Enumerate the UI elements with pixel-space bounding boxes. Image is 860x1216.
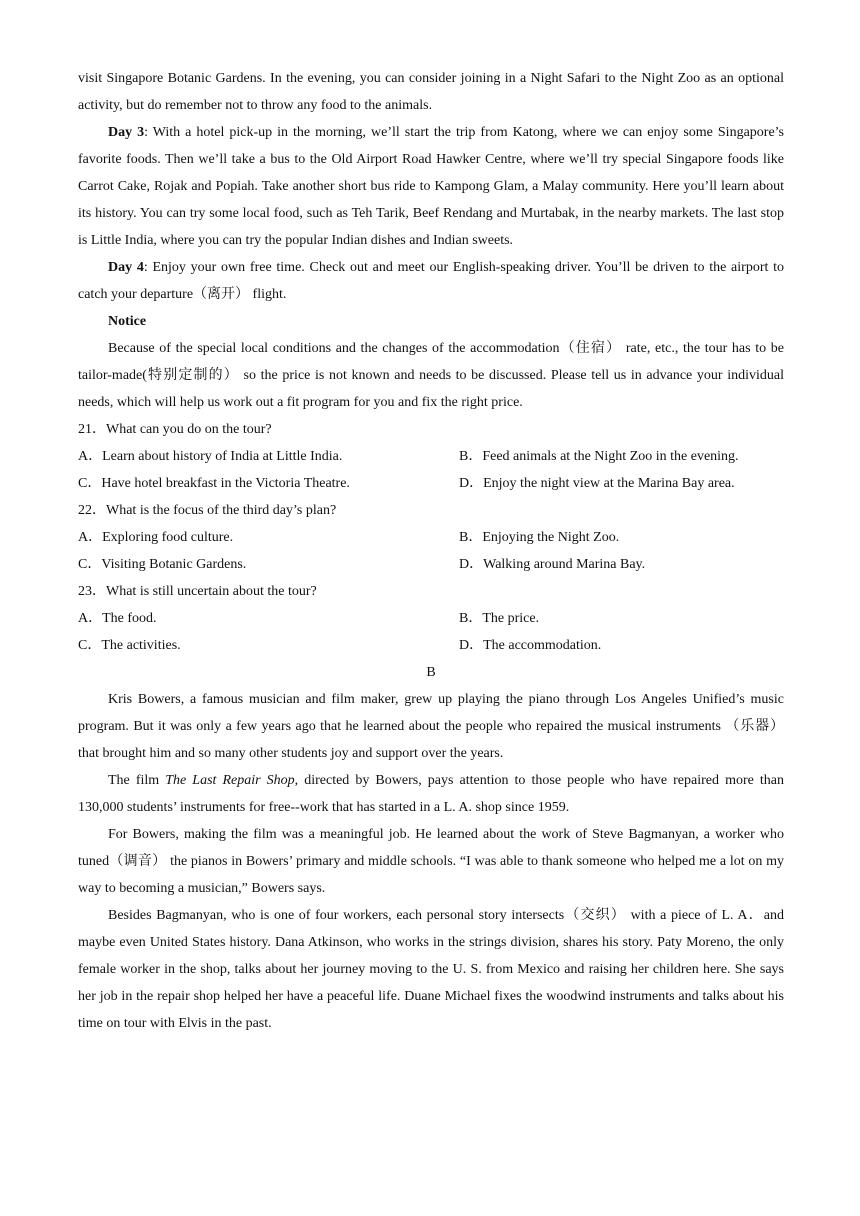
option-b: B．The price.: [459, 611, 540, 626]
option-d: D．The accommodation.: [459, 638, 602, 653]
passage-b-paragraph-1: Kris Bowers, a famous musician and film maker, grew up playing the piano through Los Angeles Unified’s music program. But it was only a few years ago that he learned about the people who repaired the musical instruments （乐器） that brought him and so many other students joy and support over the years.: [78, 692, 784, 761]
passage-b-paragraph-3: For Bowers, making the film was a meaningful job. He learned about the work of Steve Bagmanyan, a worker who tuned（调音） the pianos in Bowers’ primary and middle schools. “I was able to thank someone who helped me a lot on my way to becoming a musician,” Bowers says.: [78, 827, 784, 896]
document-page: [78, 65, 784, 1037]
passage-b-paragraph-2: The film The Last Repair Shop, directed by Bowers, pays attention to those people who have repaired more than 130,000 students’ instruments for free--work that has started in a L. A. shop since 1959.: [78, 773, 784, 815]
option-d: D．Walking around Marina Bay.: [459, 557, 646, 572]
option-b: B．Enjoying the Night Zoo.: [459, 530, 620, 545]
option-b: B．Feed animals at the Night Zoo in the evening.: [459, 449, 739, 464]
option-d: D．Enjoy the night view at the Marina Bay area.: [459, 476, 735, 491]
passage-a-paragraph-0: visit Singapore Botanic Gardens. In the evening, you can consider joining in a Night Safari to the Night Zoo as an optional activity, but do remember not to throw any food to the animals.: [78, 71, 784, 113]
day4-label: Day 4: [108, 260, 144, 275]
passage-b-heading: B: [426, 665, 436, 680]
option-row: [78, 632, 784, 659]
option-c: C．Have hotel breakfast in the Victoria Theatre.: [78, 476, 350, 491]
option-c: C．Visiting Botanic Gardens.: [78, 557, 247, 572]
notice-text: Because of the special local conditions and the changes of the accommodation（住宿） rate, etc., the tour has to be tailor-made(特别定制的） so the price is not known and needs to be discussed. Please tell us in advance your individual needs, which will help us work out a fit program for you and fix the right price.: [78, 341, 784, 410]
question-stem: 22．What is the focus of the third day’s plan?: [78, 503, 337, 518]
day3-paragraph: [78, 119, 784, 254]
option-row: [78, 605, 784, 632]
option-row: [78, 551, 784, 578]
passage-b-paragraph-4: Besides Bagmanyan, who is one of four workers, each personal story intersects（交织） with a piece of L. A．and maybe even United States history. Dana Atkinson, who works in the strings division, shares his story. Paty Moreno, the only female worker in the shop, talks about her journey moving to the U. S. from Mexico and raising her children here. She says her job in the repair shop helped her have a peaceful life. Duane Michael fixes the woodwind instruments and talks about his time on tour with Elvis in the past.: [78, 908, 784, 1031]
question-stem: 21．What can you do on the tour?: [78, 422, 272, 437]
film-title: The Last Repair Shop: [165, 773, 295, 788]
option-row: [78, 470, 784, 497]
option-a: A．Learn about history of India at Little India.: [78, 449, 343, 464]
day4-text: : Enjoy your own free time. Check out and meet our English-speaking driver. You’ll be driven to the airport to catch your departure（离开） flight.: [78, 260, 784, 302]
question-stem: 23．What is still uncertain about the tour?: [78, 584, 317, 599]
option-row: [78, 443, 784, 470]
day3-label: Day 3: [108, 125, 145, 140]
notice-title: Notice: [108, 314, 147, 329]
option-row: [78, 524, 784, 551]
option-a: A．The food.: [78, 611, 157, 626]
option-a: A．Exploring food culture.: [78, 530, 234, 545]
option-c: C．The activities.: [78, 638, 181, 653]
day4-paragraph: [78, 254, 784, 308]
day3-text: : With a hotel pick-up in the morning, we’ll start the trip from Katong, where we can enjoy some Singapore’s favorite foods. Then we’ll take a bus to the Old Airport Road Hawker Centre, where we’ll try special Singapore foods like Carrot Cake, Rojak and Popiah. Take another short bus ride to Kampong Glam, a Malay community. Here you’ll learn about its history. You can try some local food, such as Teh Tarik, Beef Rendang and Murtabak, in the nearby markets. The last stop is Little India, where you can try the popular Indian dishes and Indian sweets.: [78, 125, 784, 248]
